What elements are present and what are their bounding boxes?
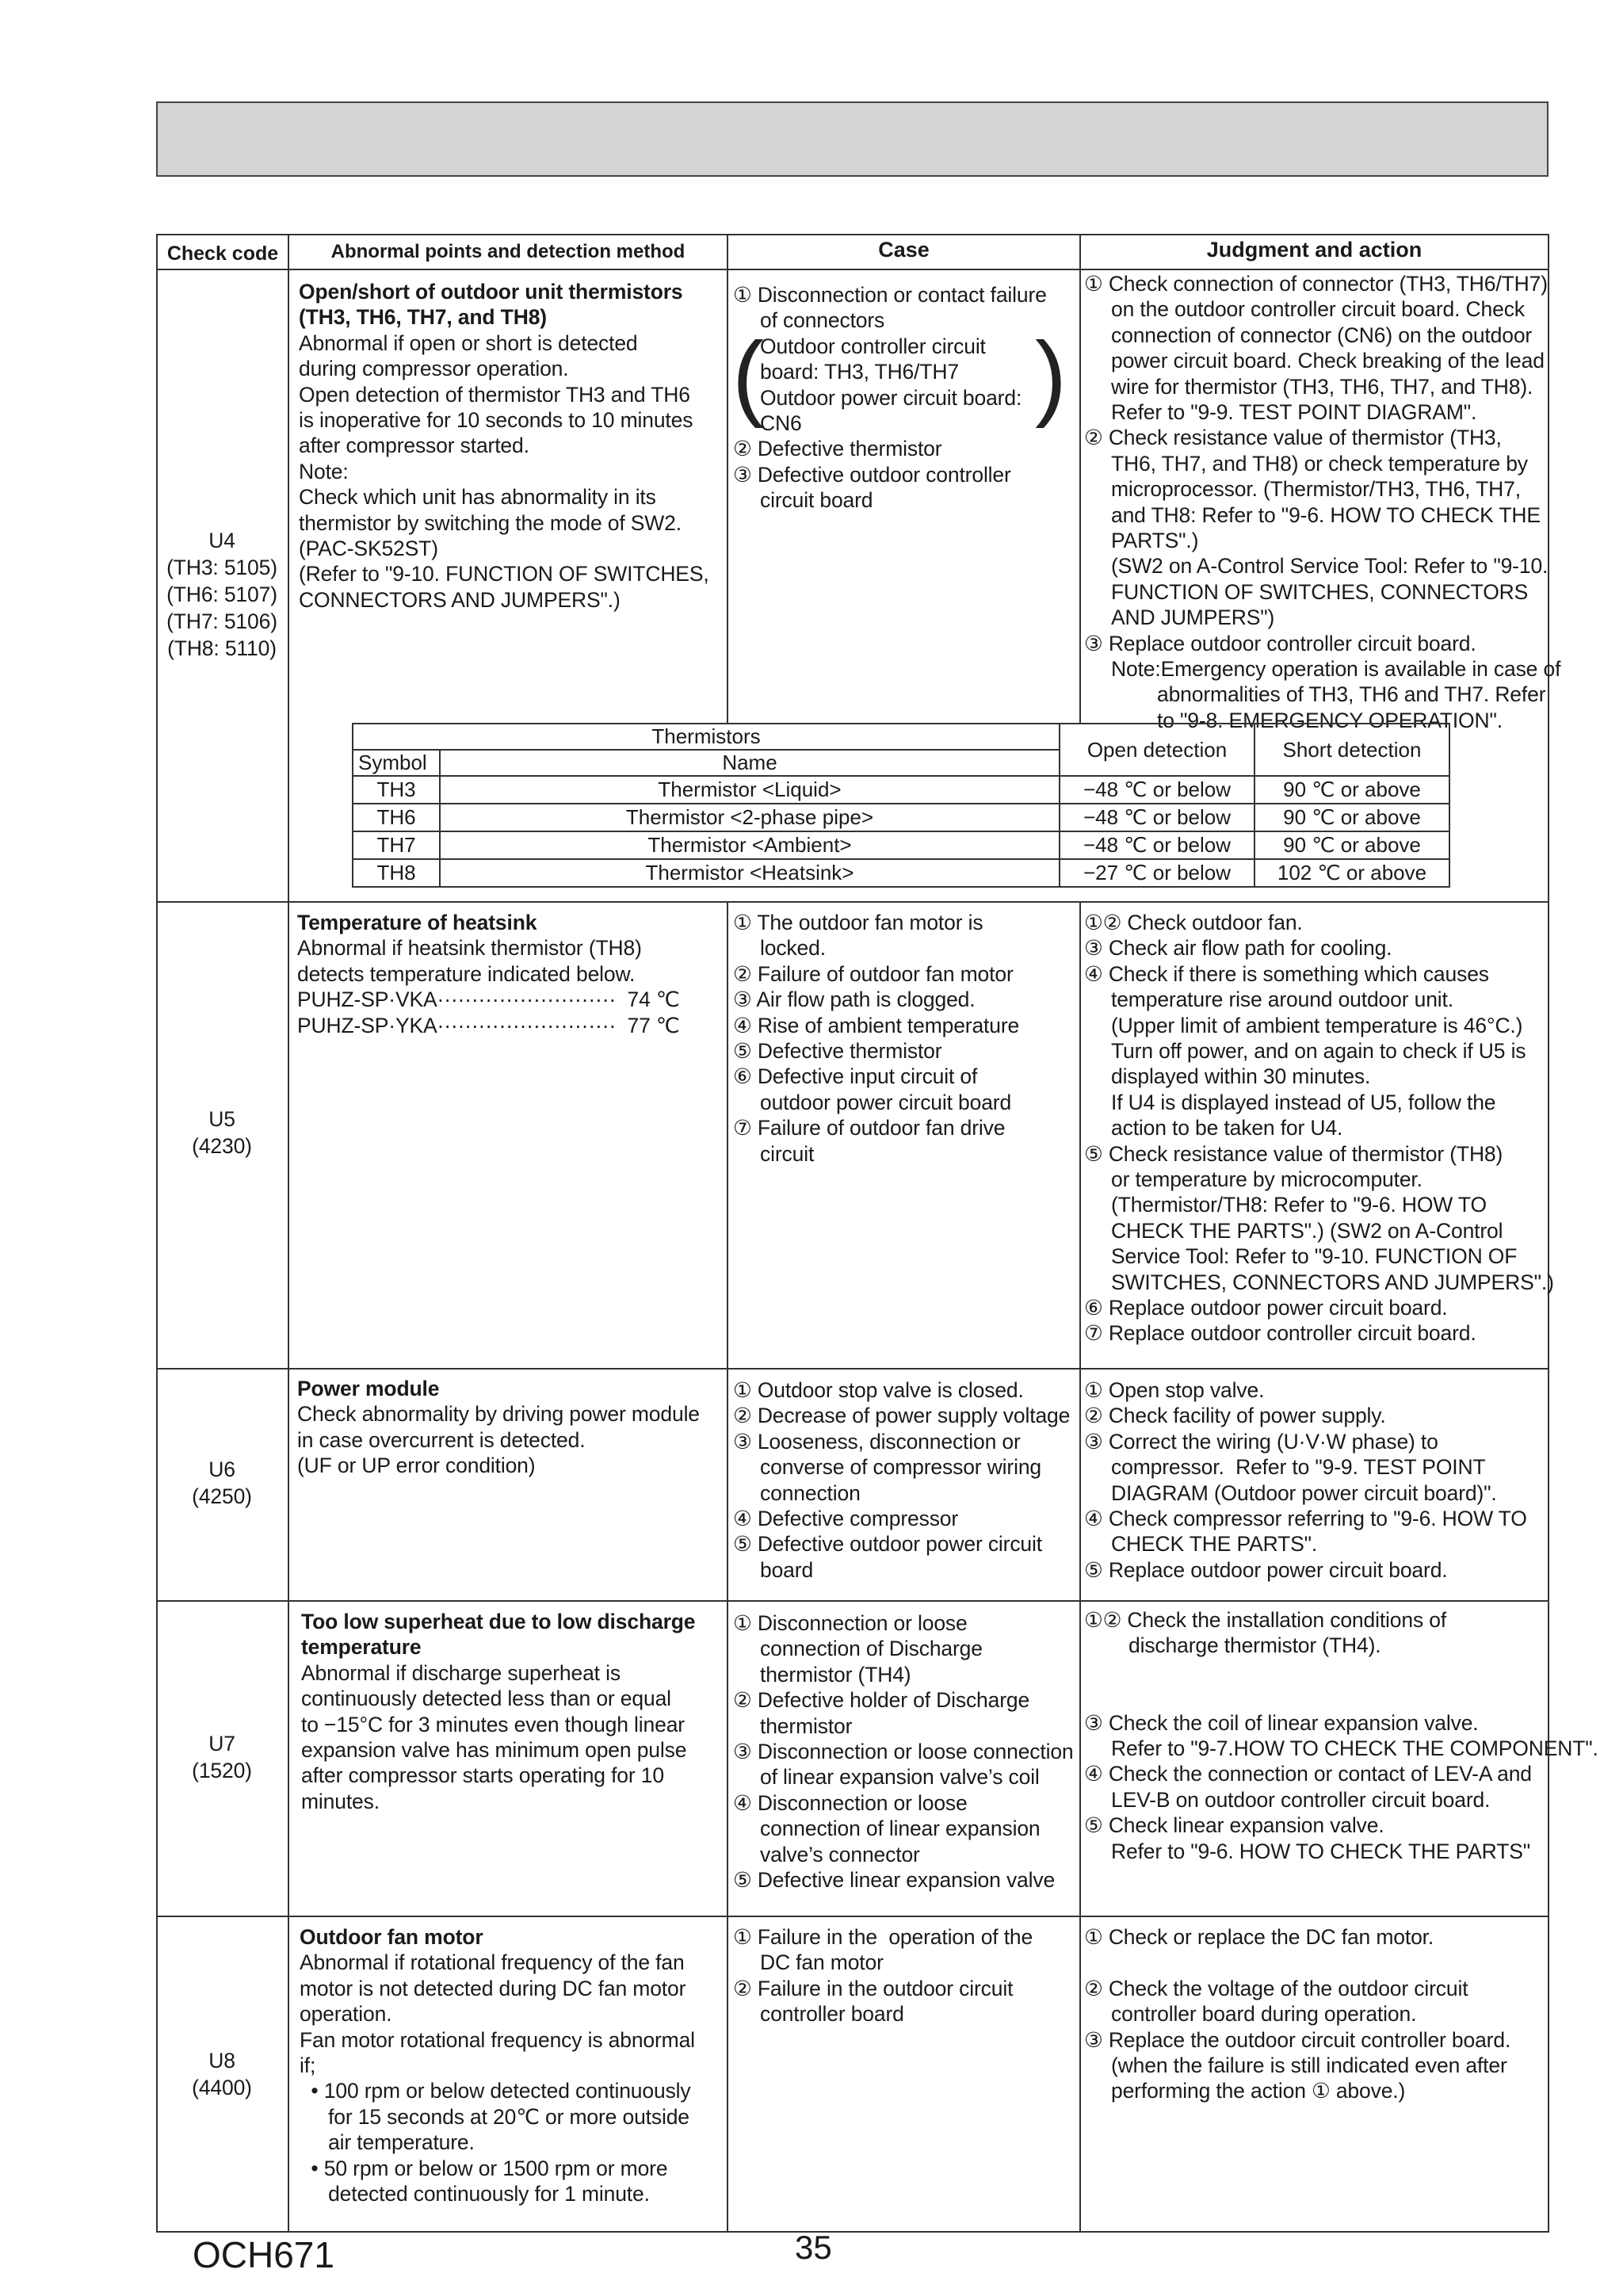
abnormal-line: (Refer to "9-10. FUNCTION OF SWITCHES, — [299, 562, 709, 586]
abnormal-line: Abnormal if open or short is detected — [299, 330, 638, 355]
judgment-line: ④ Check the connection or contact of LEV-A and — [1084, 1762, 1532, 1786]
judgment-line: AND JUMPERS") — [1111, 606, 1275, 630]
judgment-line: FUNCTION OF SWITCHES, CONNECTORS — [1111, 579, 1529, 604]
judgment-line: on the outdoor controller circuit board. Check — [1111, 297, 1525, 322]
judgment-line: ①② Check outdoor fan. — [1084, 911, 1303, 934]
case-line: ① Disconnection or contact failure — [733, 283, 1047, 307]
thermistor-name-cell: Thermistor <2-phase pipe> — [440, 804, 1060, 831]
abnormal-line: Note: — [299, 459, 349, 483]
case-line: thermistor — [760, 1713, 853, 1738]
judgment-line: ② Check facility of power supply. — [1084, 1404, 1386, 1428]
case-line: ② Defective holder of Discharge — [733, 1688, 1030, 1713]
judgment-line: TH6, TH7, and TH8) or check temperature by — [1111, 451, 1528, 476]
abnormal-line: PUHZ-SP·VKA·························· 74 ℃ — [297, 988, 680, 1012]
abnormal-line: Check which unit has abnormality in its — [299, 485, 656, 510]
judgment-line: PARTS".) — [1111, 529, 1199, 552]
judgment-line: CHECK THE PARTS".) (SW2 on A-Control — [1111, 1218, 1503, 1243]
thermistor-open-cell: −48 ℃ or below — [1060, 776, 1254, 804]
judgment-line: ① Check connection of connector (TH3, TH6/TH7) — [1084, 272, 1548, 296]
case-line: Outdoor controller circuit — [760, 334, 986, 358]
check-code-line: U5 — [208, 1107, 235, 1131]
abnormal-line: to −15°C for 3 minutes even though linear — [301, 1712, 685, 1736]
abnormal-line: expansion valve has minimum open pulse — [301, 1738, 687, 1762]
abnormal-line: detects temperature indicated below. — [297, 961, 636, 986]
judgment-line: ④ Check if there is something which causes — [1084, 961, 1489, 986]
abnormal-line: • 100 rpm or below detected continuously — [300, 2079, 691, 2103]
check-code-line: U7 — [208, 1732, 235, 1755]
judgment-line: microprocessor. (Thermistor/TH3, TH6, TH7, — [1111, 477, 1521, 502]
abnormal-line: after compressor started. — [299, 434, 529, 458]
case-line: ⑤ Defective outdoor power circuit — [733, 1532, 1042, 1557]
case-line: CN6 — [760, 411, 802, 435]
judgment-line: connection of connector (CN6) on the outdoor — [1111, 323, 1533, 347]
check-code-line: (TH3: 5105) — [166, 556, 277, 579]
judgment-line: ⑤ Replace outdoor power circuit board. — [1084, 1557, 1448, 1582]
case-line: converse of compressor wiring — [760, 1455, 1042, 1480]
judgment-line: abnormalities of TH3, TH6 and TH7. Refer — [1157, 682, 1546, 707]
open-detection-header: Open detection — [1060, 724, 1254, 776]
header-check-code: Check code — [166, 243, 279, 265]
case-line: connection of linear expansion — [760, 1817, 1041, 1841]
thermistor-name-cell: Thermistor <Heatsink> — [440, 859, 1060, 887]
abnormal-line: (UF or UP error condition) — [297, 1454, 536, 1478]
judgment-line: ⑤ Check linear expansion valve. — [1084, 1813, 1384, 1838]
judgment-line: (Upper limit of ambient temperature is 46°C.) — [1111, 1013, 1523, 1037]
judgment-line: CHECK THE PARTS". — [1111, 1532, 1318, 1557]
judgment-line: Refer to "9-6. HOW TO CHECK THE PARTS" — [1111, 1839, 1531, 1863]
judgment-line: ④ Check compressor referring to "9-6. HOW TO — [1084, 1507, 1527, 1530]
abnormal-line: during compressor operation. — [299, 357, 569, 381]
thermistor-table — [352, 723, 1450, 888]
case-line: circuit board — [760, 488, 873, 513]
check-code-line: U8 — [208, 2049, 235, 2073]
judgment-line: Refer to "9-7.HOW TO CHECK THE COMPONENT". — [1111, 1736, 1598, 1760]
case-line: DC fan motor — [760, 1950, 884, 1975]
case-line: ③ Looseness, disconnection or — [733, 1429, 1021, 1454]
header-case: Case — [878, 238, 930, 262]
case-line: ④ Defective compressor — [733, 1507, 959, 1530]
abnormal-line: CONNECTORS AND JUMPERS".) — [299, 587, 621, 612]
thermistor-open-cell: −48 ℃ or below — [1060, 804, 1254, 831]
case-line: ② Failure of outdoor fan motor — [733, 961, 1014, 986]
abnormal-line: Abnormal if heatsink thermistor (TH8) — [297, 936, 642, 961]
thermistor-short-cell: 90 ℃ or above — [1254, 831, 1449, 859]
judgment-line: compressor. Refer to "9-9. TEST POINT — [1111, 1455, 1486, 1480]
judgment-line: (SW2 on A-Control Service Tool: Refer to "9-10. — [1111, 554, 1549, 579]
abnormal-line: detected continuously for 1 minute. — [300, 2182, 650, 2206]
check-code-line: (4250) — [192, 1484, 252, 1508]
check-code-line: U4 — [208, 529, 235, 552]
abnormal-line: Power module — [297, 1377, 440, 1400]
thermistor-row — [353, 804, 1449, 831]
judgment-line: ⑤ Check resistance value of thermistor (TH8) — [1084, 1141, 1503, 1166]
name-header: Name — [440, 750, 1060, 776]
check-code-line: U6 — [208, 1457, 235, 1481]
judgment-line: discharge thermistor (TH4). — [1128, 1633, 1381, 1658]
case-line: ⑦ Failure of outdoor fan drive — [733, 1116, 1006, 1140]
check-code-line: (1520) — [192, 1759, 252, 1782]
check-code-line: (TH7: 5106) — [166, 609, 277, 633]
abnormal-line: is inoperative for 10 seconds to 10 minutes — [299, 408, 693, 432]
case-line: ① The outdoor fan motor is — [733, 911, 983, 934]
judgment-line: controller board during operation. — [1111, 2002, 1417, 2027]
case-line: ② Failure in the outdoor circuit — [733, 1976, 1014, 2000]
judgment-line: ③ Replace the outdoor circuit controller board. — [1084, 2027, 1511, 2052]
case-line: board — [760, 1557, 814, 1582]
thermistor-short-cell: 90 ℃ or above — [1254, 776, 1449, 804]
check-code-line: (TH8: 5110) — [167, 636, 277, 660]
abnormal-line: • 50 rpm or below or 1500 rpm or more — [300, 2156, 668, 2180]
case-line: ⑥ Defective input circuit of — [733, 1064, 978, 1089]
abnormal-line: (PAC-SK52ST) — [299, 537, 438, 560]
judgment-line: ① Check or replace the DC fan motor. — [1084, 1925, 1434, 1949]
case-line: connection of Discharge — [760, 1637, 983, 1661]
judgment-line: action to be taken for U4. — [1111, 1116, 1343, 1140]
abnormal-line: thermistor by switching the mode of SW2. — [299, 510, 682, 535]
judgment-line: temperature rise around outdoor unit. — [1111, 988, 1453, 1012]
thermistor-open-cell: −48 ℃ or below — [1060, 831, 1254, 859]
judgment-line: to "9-8. EMERGENCY OPERATION". — [1157, 708, 1503, 732]
case-line: ① Disconnection or loose — [733, 1611, 968, 1635]
judgment-line: displayed within 30 minutes. — [1111, 1064, 1371, 1089]
judgment-line: wire for thermistor (TH3, TH6, TH7, and TH8). — [1111, 374, 1533, 399]
u4-case-bracket-right: ) — [1035, 323, 1067, 429]
judgment-line: ③ Check the coil of linear expansion valve. — [1084, 1710, 1479, 1735]
case-line: ② Defective thermistor — [733, 437, 942, 461]
abnormal-line: for 15 seconds at 20℃ or more outside — [300, 2104, 689, 2129]
abnormal-line: continuously detected less than or equal — [301, 1687, 671, 1711]
abnormal-line: Outdoor fan motor — [300, 1925, 483, 1949]
judgment-line: SWITCHES, CONNECTORS AND JUMPERS".) — [1111, 1270, 1554, 1294]
judgment-line: Service Tool: Refer to "9-10. FUNCTION OF — [1111, 1244, 1518, 1269]
check-code-line: (4230) — [192, 1134, 252, 1158]
abnormal-line: Check abnormality by driving power module — [297, 1402, 700, 1427]
case-line: outdoor power circuit board — [760, 1090, 1012, 1114]
case-line: ③ Air flow path is clogged. — [733, 988, 976, 1012]
judgment-line: If U4 is displayed instead of U5, follow the — [1111, 1090, 1496, 1114]
case-line: ① Outdoor stop valve is closed. — [733, 1378, 1024, 1402]
header-judgment: Judgment and action — [1206, 238, 1423, 262]
thermistor-open-cell: −27 ℃ or below — [1060, 859, 1254, 887]
abnormal-line: in case overcurrent is detected. — [297, 1427, 586, 1452]
abnormal-line: after compressor starts operating for 10 — [301, 1763, 664, 1788]
thermistor-short-cell: 102 ℃ or above — [1254, 859, 1449, 887]
short-detection-header: Short detection — [1254, 724, 1449, 776]
judgment-line: Note:Emergency operation is available in case of — [1111, 657, 1561, 681]
check-code-line: (TH6: 5107) — [166, 583, 277, 606]
abnormal-line: Open/short of outdoor unit thermistors — [299, 280, 683, 304]
case-line: board: TH3, TH6/TH7 — [760, 360, 959, 384]
judgment-line: ③ Check air flow path for cooling. — [1084, 936, 1392, 961]
case-line: locked. — [760, 936, 826, 961]
case-line: ③ Disconnection or loose connection — [733, 1740, 1074, 1763]
thermistor-name-cell: Thermistor <Liquid> — [440, 776, 1060, 804]
thermistor-group-header: Thermistors — [353, 724, 1060, 750]
abnormal-line: motor is not detected during DC fan motor — [300, 1976, 686, 2000]
judgment-line: ② Check the voltage of the outdoor circuit — [1084, 1976, 1468, 2000]
case-line: ⑤ Defective thermistor — [733, 1039, 942, 1063]
case-line: ① Failure in the operation of the — [733, 1925, 1033, 1949]
case-line: controller board — [760, 2002, 904, 2027]
abnormal-line: Temperature of heatsink — [297, 911, 537, 934]
u4-case-bracket-left: ( — [732, 323, 764, 429]
case-line: ③ Defective outdoor controller — [733, 462, 1011, 487]
judgment-line: ⑥ Replace outdoor power circuit board. — [1084, 1296, 1448, 1320]
thermistor-row — [353, 776, 1449, 804]
thermistor-name-cell: Thermistor <Ambient> — [440, 831, 1060, 859]
judgment-line: performing the action ① above.) — [1111, 2079, 1406, 2103]
judgment-line: ③ Correct the wiring (U·V·W phase) to — [1084, 1429, 1438, 1454]
abnormal-line: minutes. — [301, 1789, 380, 1813]
abnormal-line: operation. — [300, 2002, 392, 2027]
judgment-line: ③ Replace outdoor controller circuit board. — [1084, 631, 1476, 655]
abnormal-line: if; — [300, 2053, 316, 2077]
judgment-line: ①② Check the installation conditions of — [1084, 1608, 1447, 1632]
judgment-line: LEV-B on outdoor controller circuit board. — [1111, 1787, 1491, 1812]
symbol-header: Symbol — [353, 750, 440, 776]
abnormal-line: (TH3, TH6, TH7, and TH8) — [299, 305, 547, 330]
judgment-line: and TH8: Refer to "9-6. HOW TO CHECK THE — [1111, 502, 1541, 527]
abnormal-line: temperature — [301, 1635, 422, 1660]
judgment-line: or temperature by microcomputer. — [1111, 1167, 1423, 1191]
abnormal-line: air temperature. — [300, 2130, 475, 2155]
judgment-line: (Thermistor/TH8: Refer to "9-6. HOW TO — [1111, 1193, 1487, 1217]
case-line: ② Decrease of power supply voltage — [733, 1404, 1071, 1428]
header-abnormal: Abnormal points and detection method — [330, 241, 685, 262]
abnormal-line: Too low superheat due to low discharge — [301, 1610, 696, 1633]
case-line: of linear expansion valve’s coil — [760, 1765, 1040, 1790]
case-line: ⑤ Defective linear expansion valve — [733, 1868, 1056, 1892]
judgment-line: Turn off power, and on again to check if U5 is — [1111, 1039, 1526, 1063]
judgment-line: ① Open stop valve. — [1084, 1378, 1265, 1402]
thermistor-symbol-cell: TH8 — [353, 859, 440, 887]
case-line: connection — [760, 1480, 861, 1505]
thermistor-short-cell: 90 ℃ or above — [1254, 804, 1449, 831]
check-code-line: (4400) — [192, 2076, 252, 2099]
abnormal-line: Open detection of thermistor TH3 and TH6 — [299, 382, 690, 407]
case-line: circuit — [760, 1141, 815, 1166]
abnormal-line: Abnormal if rotational frequency of the fan — [300, 1950, 685, 1975]
page-number: 35 — [795, 2229, 832, 2266]
judgment-line: ⑦ Replace outdoor controller circuit board. — [1084, 1321, 1476, 1346]
thermistor-row — [353, 859, 1449, 887]
thermistor-row — [353, 831, 1449, 859]
thermistor-symbol-cell: TH6 — [353, 804, 440, 831]
case-line: valve’s connector — [760, 1842, 920, 1866]
case-line: ④ Rise of ambient temperature — [733, 1013, 1020, 1037]
judgment-line: DIAGRAM (Outdoor power circuit board)". — [1111, 1480, 1497, 1505]
judgment-line: ② Check resistance value of thermistor (TH3, — [1084, 426, 1502, 450]
abnormal-line: Abnormal if discharge superheat is — [301, 1660, 621, 1685]
thermistor-symbol-cell: TH7 — [353, 831, 440, 859]
judgment-line: Refer to "9-9. TEST POINT DIAGRAM". — [1111, 400, 1477, 424]
abnormal-line: PUHZ-SP·YKA·························· 77 ℃ — [297, 1013, 680, 1037]
case-line: of connectors — [760, 308, 885, 333]
judgment-line: power circuit board. Check breaking of the lead — [1111, 349, 1545, 373]
case-line: Outdoor power circuit board: — [760, 385, 1022, 410]
case-line: thermistor (TH4) — [760, 1662, 911, 1687]
case-line: ④ Disconnection or loose — [733, 1790, 968, 1815]
judgment-line: (when the failure is still indicated even after — [1111, 2053, 1507, 2077]
thermistor-symbol-cell: TH3 — [353, 776, 440, 804]
abnormal-line: Fan motor rotational frequency is abnormal — [300, 2027, 695, 2052]
document-code: OCH671 — [193, 2234, 334, 2275]
